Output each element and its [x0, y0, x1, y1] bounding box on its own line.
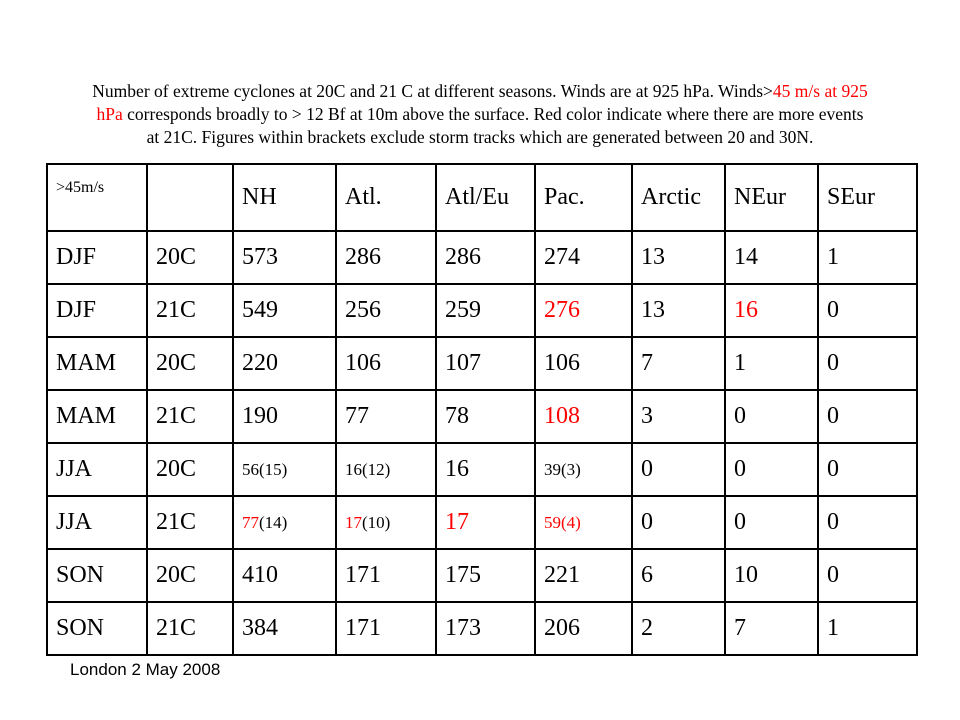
value-cell: 107: [436, 337, 535, 390]
value-cell: 175: [436, 549, 535, 602]
value-cell: 0: [725, 390, 818, 443]
value-cell: 13: [632, 231, 725, 284]
table-row: [47, 284, 917, 337]
season-cell: MAM: [47, 390, 147, 443]
value-highlight: 17: [345, 512, 362, 532]
season-cell: MAM: [47, 337, 147, 390]
table-header-row: [47, 164, 917, 231]
cyclone-table: [46, 163, 918, 656]
value-cell: 17: [436, 496, 535, 549]
value-cell: 106: [535, 337, 632, 390]
value-cell: 1: [818, 231, 917, 284]
caption-highlight: 45 m/s at 925 hPa: [96, 81, 868, 124]
column-header-pac: Pac.: [535, 164, 632, 231]
value-cell: 171: [336, 549, 436, 602]
scenario-cell: 20C: [147, 443, 233, 496]
value-cell: 206: [535, 602, 632, 655]
table-row: [47, 443, 917, 496]
value-cell: 173: [436, 602, 535, 655]
value-cell: 274: [535, 231, 632, 284]
value-cell: 384: [233, 602, 336, 655]
caption-text-end: corresponds broadly to > 12 Bf at 10m above the surface. Red color indicate where there are more events at 21C. Figures within brackets exclude storm tracks which are generated between 20 and 30N.: [122, 104, 864, 147]
value-cell: 0: [818, 337, 917, 390]
value-cell: 190: [233, 390, 336, 443]
scenario-cell: 20C: [147, 549, 233, 602]
value-cell: 1: [818, 602, 917, 655]
column-header-seur: SEur: [818, 164, 917, 231]
value-cell: [233, 496, 336, 549]
value-cell: 39(3): [535, 443, 632, 496]
value-cell: 16: [436, 443, 535, 496]
value-cell: 16: [725, 284, 818, 337]
season-cell: JJA: [47, 496, 147, 549]
column-header-nh: NH: [233, 164, 336, 231]
value-cell: 220: [233, 337, 336, 390]
value-cell: 10: [725, 549, 818, 602]
value-cell: 2: [632, 602, 725, 655]
value-cell: 0: [818, 390, 917, 443]
value-cell: 6: [632, 549, 725, 602]
value-cell: 573: [233, 231, 336, 284]
scenario-cell: 21C: [147, 390, 233, 443]
scenario-cell: 21C: [147, 496, 233, 549]
value-cell: 13: [632, 284, 725, 337]
value-cell: 549: [233, 284, 336, 337]
value-cell: 286: [436, 231, 535, 284]
value-cell: 108: [535, 390, 632, 443]
season-cell: SON: [47, 602, 147, 655]
column-header-atl: Atl.: [336, 164, 436, 231]
value-cell: 59(4): [535, 496, 632, 549]
caption-text-start: Number of extreme cyclones at 20C and 21 C at different seasons. Winds are at 925 hPa. Winds>: [92, 81, 773, 101]
value-cell: 171: [336, 602, 436, 655]
value-cell: 56(15): [233, 443, 336, 496]
value-cell: 0: [818, 284, 917, 337]
header-blank-cell: [147, 164, 233, 231]
value-cell: 7: [725, 602, 818, 655]
value-cell: 1: [725, 337, 818, 390]
scenario-cell: 20C: [147, 231, 233, 284]
value-cell: 0: [725, 496, 818, 549]
value-cell: 410: [233, 549, 336, 602]
season-cell: DJF: [47, 231, 147, 284]
table-row: [47, 602, 917, 655]
value-cell: 3: [632, 390, 725, 443]
value-highlight: 77: [242, 512, 259, 532]
season-cell: DJF: [47, 284, 147, 337]
value-cell: 7: [632, 337, 725, 390]
scenario-cell: 21C: [147, 284, 233, 337]
table-row: [47, 390, 917, 443]
value-cell: 0: [725, 443, 818, 496]
value-cell: 14: [725, 231, 818, 284]
value-cell: 286: [336, 231, 436, 284]
value-cell: 0: [818, 549, 917, 602]
scenario-cell: 20C: [147, 337, 233, 390]
value-bracket: (14): [259, 512, 288, 532]
season-cell: SON: [47, 549, 147, 602]
table-row: [47, 496, 917, 549]
table-row: [47, 337, 917, 390]
season-cell: JJA: [47, 443, 147, 496]
value-cell: [336, 496, 436, 549]
header-corner-cell: >45m/s: [47, 164, 147, 231]
value-cell: 0: [818, 496, 917, 549]
column-header-neur: NEur: [725, 164, 818, 231]
value-cell: 259: [436, 284, 535, 337]
table-row: [47, 231, 917, 284]
table-row: [47, 549, 917, 602]
footer-note: London 2 May 2008: [70, 660, 221, 679]
value-cell: 16(12): [336, 443, 436, 496]
value-cell: 0: [632, 443, 725, 496]
value-cell: 77: [336, 390, 436, 443]
value-cell: 106: [336, 337, 436, 390]
table-caption: [92, 80, 868, 149]
value-cell: 78: [436, 390, 535, 443]
column-header-arctic: Arctic: [632, 164, 725, 231]
value-cell: 0: [632, 496, 725, 549]
value-cell: 0: [818, 443, 917, 496]
value-cell: 221: [535, 549, 632, 602]
value-cell: 256: [336, 284, 436, 337]
column-header-atl-eu: Atl/Eu: [436, 164, 535, 231]
scenario-cell: 21C: [147, 602, 233, 655]
value-bracket: (10): [362, 512, 391, 532]
value-cell: 276: [535, 284, 632, 337]
